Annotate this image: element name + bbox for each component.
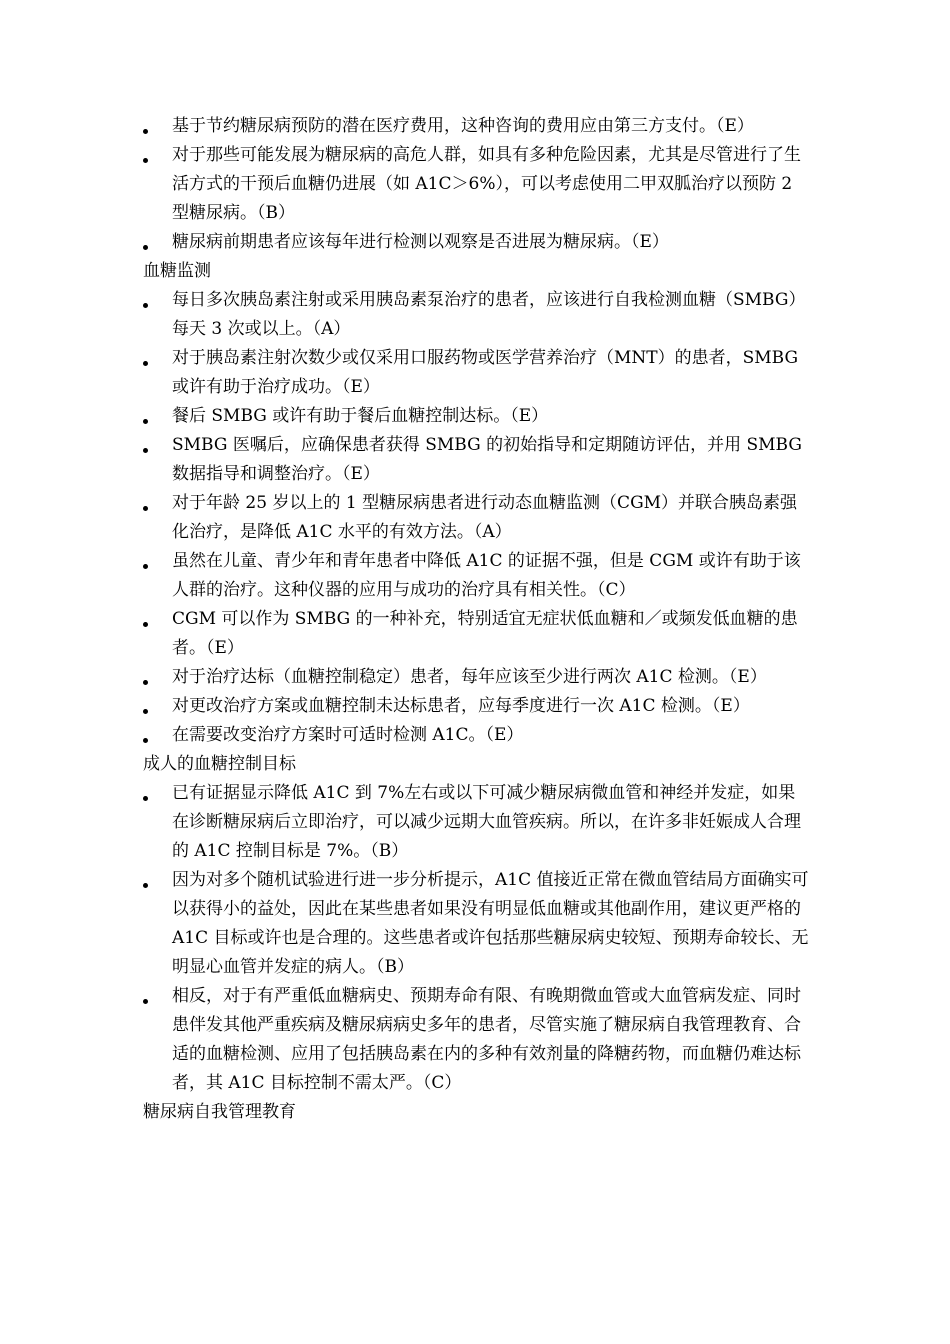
list-item: [0, 605, 812, 663]
list-item: [0, 866, 812, 982]
item-text: 对于胰岛素注射次数少或仅采用口服药物或医学营养治疗（MNT）的患者，SMBG 或许有助于治疗成功。（E）: [172, 348, 799, 397]
list-item: [0, 721, 812, 750]
item-text: 对于那些可能发展为糖尿病的高危人群，如具有多种危险因素，尤其是尽管进行了生活方式的干预后血糖仍进展（如 A1C＞6%），可以考虑使用二甲双胍治疗以预防 2 型糖尿病。（B）: [172, 145, 801, 223]
list-item: [0, 141, 812, 228]
item-text: 糖尿病前期患者应该每年进行检测以观察是否进展为糖尿病。（E）: [172, 232, 669, 252]
bullet-icon: [143, 448, 148, 453]
item-text: SMBG 医嘱后，应确保患者获得 SMBG 的初始指导和定期随访评估，并用 SMBG 数据指导和调整治疗。（E）: [172, 435, 802, 484]
section-heading-glucose-monitoring: 血糖监测: [143, 261, 211, 281]
list-item: [0, 112, 812, 141]
bullet-icon: [143, 506, 148, 511]
list-item: [0, 431, 812, 489]
item-text: 对更改治疗方案或血糖控制未达标患者，应每季度进行一次 A1C 检测。（E）: [172, 696, 750, 716]
list-item: [0, 547, 812, 605]
bullet-icon: [143, 680, 148, 685]
list-item: [0, 692, 812, 721]
item-text: CGM 可以作为 SMBG 的一种补充，特别适宜无症状低血糖和／或频发低血糖的患者。（E）: [172, 609, 798, 658]
bullet-icon: [143, 303, 148, 308]
bullet-icon: [143, 796, 148, 801]
list-item: [0, 663, 812, 692]
bullet-icon: [143, 158, 148, 163]
list-item: [0, 779, 812, 866]
item-text: 餐后 SMBG 或许有助于餐后血糖控制达标。（E）: [172, 406, 549, 426]
bullet-icon: [143, 738, 148, 743]
list-item: [0, 286, 812, 344]
bullet-icon: [143, 361, 148, 366]
item-text: 每日多次胰岛素注射或采用胰岛素泵治疗的患者，应该进行自我检测血糖（SMBG）每天 3 次或以上。（A）: [172, 290, 806, 339]
item-text: 在需要改变治疗方案时可适时检测 A1C。（E）: [172, 725, 524, 745]
list-item: [0, 228, 812, 257]
bullet-icon: [143, 564, 148, 569]
item-text: 已有证据显示降低 A1C 到 7%左右或以下可减少糖尿病微血管和神经并发症，如果在诊断糖尿病后立即治疗，可以减少远期大血管疾病。所以，在许多非妊娠成人合理的 A1C 控制目标是 7%。（B）: [172, 783, 801, 861]
bullet-icon: [143, 883, 148, 888]
bullet-icon: [143, 419, 148, 424]
item-text: 虽然在儿童、青少年和青年患者中降低 A1C 的证据不强，但是 CGM 或许有助于该人群的治疗。这种仪器的应用与成功的治疗具有相关性。（C）: [172, 551, 801, 600]
list-item: [0, 982, 812, 1098]
section-heading-self-management: 糖尿病自我管理教育: [143, 1102, 296, 1122]
bullet-icon: [143, 999, 148, 1004]
item-text: 对于年龄 25 岁以上的 1 型糖尿病患者进行动态血糖监测（CGM）并联合胰岛素强化治疗，是降低 A1C 水平的有效方法。（A）: [172, 493, 798, 542]
bullet-icon: [143, 129, 148, 134]
document-page: [0, 112, 950, 1127]
item-text: 基于节约糖尿病预防的潜在医疗费用，这种咨询的费用应由第三方支付。（E）: [172, 116, 754, 136]
bullet-icon: [143, 622, 148, 627]
item-text: 相反，对于有严重低血糖病史、预期寿命有限、有晚期微血管或大血管病发症、同时患伴发其他严重疾病及糖尿病病史多年的患者，尽管实施了糖尿病自我管理教育、合适的血糖检测、应用了包括胰岛素在内的多种有效剂量的降糖药物，而血糖仍难达标者，其 A1C 目标控制不需太严。（C）: [172, 986, 801, 1093]
list-item: [0, 402, 812, 431]
section-heading-adult-targets: 成人的血糖控制目标: [143, 754, 296, 774]
bullet-icon: [143, 709, 148, 714]
item-text: 因为对多个随机试验进行进一步分析提示，A1C 值接近正常在微血管结局方面确实可以获得小的益处，因此在某些患者如果没有明显低血糖或其他副作用，建议更严格的 A1C 目标或许也是合理的。这些患者或许包括那些糖尿病史较短、预期寿命较长、无明显心血管并发症的病人。（B）: [172, 870, 809, 977]
list-item: [0, 489, 812, 547]
item-text: 对于治疗达标（血糖控制稳定）患者，每年应该至少进行两次 A1C 检测。（E）: [172, 667, 767, 687]
bullet-icon: [143, 245, 148, 250]
list-item: [0, 344, 812, 402]
